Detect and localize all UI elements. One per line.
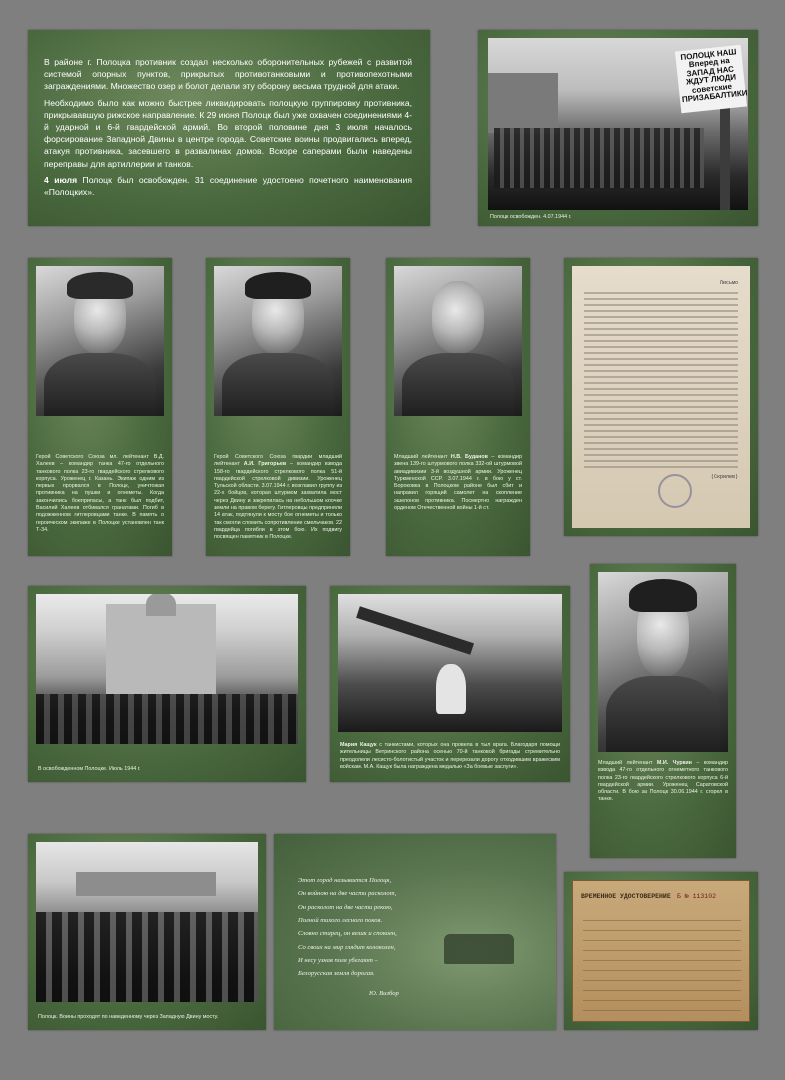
budanov-panel	[386, 258, 530, 556]
woman-headscarf	[436, 664, 466, 714]
poem-panel	[274, 834, 556, 1030]
letter-heading: Письмо	[719, 280, 738, 286]
grigoryev-panel	[206, 258, 350, 556]
khaleev-panel	[28, 258, 172, 556]
july-photo	[36, 594, 298, 744]
liberated-photo-caption: Полоцк освобожден. 4.07.1944 г.	[490, 214, 572, 220]
khaleev-caption: Герой Советского Союза мл. лейтенант В.Д. Халеев – командир танка 47-го отдельного танкового полка 23-го гвардейского стрелкового корпуса. Уроженец г. Казань. Экипаж одним из первых прорвался в Полоцк, уничтожая противника на пушки и огнеметы. Когда закончились боеприпасы, а танк был подбит, Василий Халеев отбивался гранатами. Погиб в подожженном гитлеровцами танке. В память о героическом экипаже в Полоцке установлен танк Т-34.	[36, 454, 164, 533]
poem-line: Этот город называется Полоцк,	[298, 877, 392, 884]
letter-panel	[564, 258, 758, 536]
bridge-photo-panel	[28, 834, 266, 1030]
intro-paragraph-1: В районе г. Полоцка противник создал несколько оборонительных рубежей с развитой системой опорных пунктов, прикрытых противотанковыми и противопехотными заграждениями. Множество озер и болот делали эту оборону весьма трудной для атаки.	[44, 57, 412, 92]
soldiers-column	[494, 128, 704, 188]
churkin-portrait	[598, 572, 728, 752]
certificate-number: Б № 113102	[677, 893, 717, 900]
poem-line: И несу узнав поля убегают –	[298, 956, 378, 964]
letter-document	[572, 266, 750, 528]
church-dome	[146, 594, 176, 616]
grigoryev-caption-rest: – командир взвода 158-го гвардейского стрелкового полка 51-й гвардейской стрелковой дивизии. Уроженец Тульской области. 3.07.1944 г. возглавил группу из 22-х бойцов, которая штурмом захватила мост через Двину и закрепилась на небольшом клочке земли на правом берегу. Гитлеровцы предприняли 14 атак, подтянули к мосту бое огнеметы и только так смогли сломить сопротивление смельчаков. 22 гвардейца погибли в этом бою. Их подвигу посвящен памятник в Полоцке.	[214, 461, 342, 541]
bridge-photo-caption: Полоцк. Воины проходят по наведенному через Западную Двину мосту.	[38, 1014, 219, 1020]
bridge-photo	[36, 842, 258, 1002]
grigoryev-caption-pre: Герой Советского Союза гвардии младший лейтенант	[214, 454, 342, 468]
kashuk-caption-rest: с танкистами, которых она провела в тыл врага. Благодаря помощи жительницы Ветринского района осенью 70-й танковой бригады стремительно преодолели лесисто-болотистый участок и перерезали дорогу отходившим вражеским войскам. М.А. Кащук была награждена медалью «За боевые заслуги».	[340, 742, 561, 770]
letter-signature: (Скрилев)	[710, 474, 738, 480]
poem-line: Белорусская земля дорогая.	[298, 970, 375, 978]
poem-author: Ю. Визбор	[369, 990, 399, 997]
intro-paragraph-3	[44, 174, 412, 198]
city-skyline	[76, 872, 216, 896]
liberated-photo-panel	[478, 30, 758, 226]
churkin-caption	[598, 760, 728, 804]
poem-line: Полной тихого лесного покоя.	[298, 916, 383, 924]
church-silhouette	[106, 604, 216, 694]
july-photo-caption: В освобожденном Полоцке. Июль 1944 г.	[38, 766, 141, 772]
intro-date: 4 июля	[44, 174, 78, 185]
grigoryev-portrait	[214, 266, 342, 416]
churkin-panel	[590, 564, 736, 858]
poem-text	[298, 874, 438, 981]
poem-line: Со своих на мир глядит колоколен,	[298, 943, 396, 951]
intro-paragraph-3-rest: Полоцк был освобожден. 31 соединение удостоено почетного наименования «Полоцких».	[44, 174, 412, 198]
budanov-caption	[394, 454, 522, 512]
budanov-name: Н.В. Буданов	[450, 454, 488, 460]
kashuk-photo	[338, 594, 562, 732]
tank-silhouette	[444, 934, 514, 964]
grigoryev-caption	[214, 454, 342, 542]
marching-soldiers	[36, 912, 258, 1002]
poem-line: Словно старец, он велик и спокоен,	[298, 930, 397, 938]
poem-line: Он расколот на две части рекою,	[298, 903, 393, 911]
churkin-caption-pre: Младший лейтенант	[598, 760, 657, 766]
temporary-certificate	[572, 880, 750, 1022]
kashuk-name: Мария Кащук	[340, 742, 377, 748]
budanov-portrait	[394, 266, 522, 416]
liberation-sign	[675, 45, 747, 114]
churkin-name: М.И. Чуркин	[656, 760, 692, 766]
building-silhouette	[488, 73, 558, 133]
sign-text: ПОЛОЦК НАШ Вперед на ЗАПАД НАС ЖДУТ ЛЮДИ советские ПРИЗАБАЛТИКИ	[680, 47, 748, 105]
churkin-caption-rest: – командир взвода 47-го отдельного огнеметного танкового полка 23-го гвардейского стрелкового корпуса 6-й гвардейской армии. Уроженец Саратовской области. В бою за Полоцк 30.06.1944 г. сгорел в танке.	[598, 760, 728, 803]
certificate-lines	[583, 911, 741, 1011]
certificate-panel	[564, 872, 758, 1030]
letter-stamp	[658, 474, 692, 508]
budanov-caption-pre: Младший лейтенант	[394, 454, 451, 460]
july-photo-panel	[28, 586, 306, 782]
crowd	[36, 694, 298, 744]
tank-barrel	[356, 606, 474, 654]
budanov-caption-rest: – командир звена 139-го штурмового полка 332-ой штурмовой авиадивизии 3-й воздушной армии. Уроженец Туркменской ССР. 3.07.1944 г. в бою у ст. Бороковка в Полоцком районе был сбит и направил горящий самолет на скопление эшелонов противника. Посмертно награжден орденом Отечественной войны 1-й ст.	[394, 454, 523, 512]
kashuk-panel	[330, 586, 570, 782]
intro-paragraph-2: Необходимо было как можно быстрее ликвидировать полоцкую группировку противника, прикрывавшую рижское направление. К 29 июня Полоцк был уже охвачен соединениями 4-й ударной и 6-й гвардейской армий. Во второй половине дня 3 июля началось форсирование Западной Двины в центре города. Советские воины продвигались вперед, атакуя противника, засевшего в развалинах домов. Вскоре саперами были наведены переправы для артиллерии и танков.	[44, 97, 412, 169]
liberated-photo	[488, 38, 748, 210]
intro-text	[44, 56, 412, 202]
poem-line: Он войною на две части расколот,	[298, 890, 397, 898]
certificate-title: ВРЕМЕННОЕ УДОСТОВЕРЕНИЕ	[581, 893, 671, 900]
intro-panel	[28, 30, 430, 226]
khaleev-portrait	[36, 266, 164, 416]
grigoryev-name: А.И. Григорьев	[243, 461, 287, 468]
kashuk-caption	[340, 742, 560, 771]
